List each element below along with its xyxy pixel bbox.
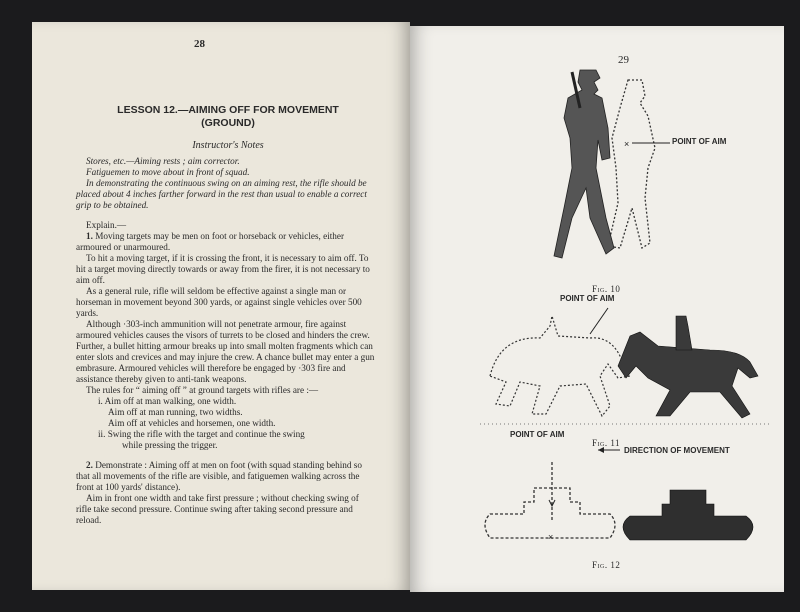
fig12-caption: Fig. 12 [592,560,621,570]
aim-cross-mark: × [548,532,554,542]
dotted-outline-figure [608,80,655,248]
stores-line: Fatiguemen to move about in front of squad. [86,167,250,177]
silhouette-tank [623,490,753,540]
stores-line: Stores, etc.—Aiming rests ; aim corrector. [86,156,240,166]
fig10-caption: Fig. 10 [592,284,621,294]
walking-soldier-figure [554,70,614,258]
fig10-point-of-aim-label: POINT OF AIM [672,137,727,146]
instructors-notes-heading: Instructor's Notes [192,140,264,151]
rule-item: Aim off at man running, two widths. [108,407,243,417]
paragraph: To hit a moving target, if it is crossing the front, it is necessary to aim off. To hit a target moving directly towards or away from the firer, it is not necessary to aim off. [76,253,370,285]
left-page [32,22,410,590]
fig12-direction-label: DIRECTION OF MOVEMENT [624,446,730,455]
title-line-2: (GROUND) [201,117,255,129]
paragraph: The rules for “ aiming off ” at ground targets with rifles are :— [86,385,319,395]
explain-heading: Explain.— [86,220,127,230]
right-page [410,26,784,592]
fig10-soldier-illustration [550,68,660,278]
title-line-1: LESSON 12.—AIMING OFF FOR MOVEMENT [117,104,339,116]
paragraph-number: 1. [86,231,93,241]
lesson-body [76,156,376,526]
paragraph [76,231,376,253]
paragraph-text: Moving targets may be men on foot or horseback or vehicles, either armoured or unarmoured. [76,231,345,252]
fig11-caption: Fig. 11 [592,438,621,448]
rule-item: Aim off at vehicles and horsemen, one width. [108,418,276,428]
fig10-aim-arrow [624,138,674,150]
direction-arrow [598,447,620,453]
rule-item: while pressing the trigger. [122,440,218,450]
paragraph: As a general rule, rifle will seldom be effective against a single man or horseman in movement beyond 300 yards, or against single vehicles over 500 yards. [76,286,362,318]
fig11-point-of-aim-label: POINT OF AIM [560,294,615,303]
rule-item: ii. Swing the rifle with the target and continue the swing [98,429,305,439]
rule-item: i. Aim off at man walking, one width. [98,396,237,406]
paragraph-number: 2. [86,460,93,470]
svg-text:×: × [624,139,630,149]
paragraph: Although ·303-inch ammunition will not penetrate armour, fire against armoured vehicles causes the visors of turrets to be closed and hinders the crew. Further, a bullet hitting armour breaks up into small molten fragments which can enter slots and crevices and may injure the crew. A chance bullet may enter a gun embrasure. Armoured vehicles will therefore be engaged by ·303 fire and assistance thereby given to anti-tank weapons. [76,319,375,384]
dotted-horse-outline [490,316,630,416]
paragraph-text: Demonstrate : Aiming off at men on foot (with squad standing behind so that all movements of the rifle are visible, and fatiguemen walking across the front at 100 yards' distance). [76,460,362,492]
lesson-title [78,104,378,130]
page-number: 28 [194,38,205,50]
page-number: 29 [618,54,629,66]
fig11-horseman-illustration [480,306,770,436]
stores-line: In demonstrating the continuous swing on an aiming rest, the rifle should be placed about 4 inches farther forward in the rest than usual to enable a correct grip to be obtained. [76,178,367,210]
fig12-point-of-aim-label: POINT OF AIM [510,430,565,439]
silhouette-horseman [618,316,758,418]
paragraph [76,460,376,493]
dotted-tank-outline [485,462,615,538]
fig12-tank-diagram [470,442,770,546]
paragraph: Aim in front one width and take first pressure ; without checking swing of rifle take second pressure. Continue swing after taking second pressure and reload. [76,493,359,525]
